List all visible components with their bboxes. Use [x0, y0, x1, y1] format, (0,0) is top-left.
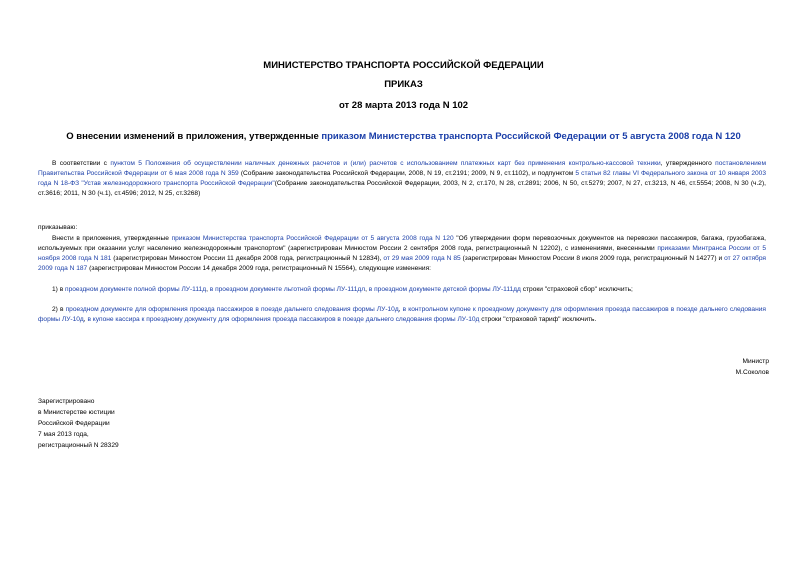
- para3-link-3[interactable]: от 29 мая 2009 года N 85: [383, 255, 461, 262]
- registration-line-2: в Министерстве юстиции: [38, 409, 115, 416]
- registration-line-1: Зарегистрировано: [38, 398, 95, 405]
- para4-text-4: строки "страховой сбор" исключить;: [520, 286, 633, 293]
- signature-name: М.Соколов: [735, 369, 769, 376]
- para3-link-1[interactable]: приказом Министерства транспорта Российской Федерации от 5 августа 2008 года N 120: [171, 235, 454, 242]
- para3-link-2[interactable]: приказами Минтранса России от 5 ноября 2008 года N 181: [38, 245, 766, 262]
- para4-link-3[interactable]: в проездном документе детской формы ЛУ-111дд: [368, 286, 521, 293]
- signature-block: [736, 356, 769, 378]
- document-title: [0, 131, 807, 142]
- para4-link-2[interactable]: в проездном документе льготной формы ЛУ-111дл: [209, 286, 366, 293]
- para1-text-2: , утвержденного: [660, 160, 716, 167]
- para3-text-5: (зарегистрирован Минюстом России 14 декабря 2009 года, регистрационный N 15564), следующие изменения:: [87, 265, 431, 272]
- title-link[interactable]: приказом Министерства транспорта Российской Федерации от 5 августа 2008 года N 120: [321, 131, 741, 142]
- paragraph-basis: [38, 159, 766, 199]
- registration-line-4: 7 мая 2013 года,: [38, 431, 89, 438]
- para5-text-4: строки "страховой тариф" исключить.: [479, 316, 597, 323]
- registration-block: [38, 396, 119, 451]
- para5-text-1: 2) в: [52, 306, 66, 313]
- para1-link-2[interactable]: постановлением Правительства Российской Федерации от 6 мая 2008 года N 359: [38, 160, 766, 177]
- paragraph-amendments: [38, 234, 766, 274]
- para1-text-3: (Собрание законодательства Российской Федерации, 2008, N 19, ст.2191; 2009, N 9, ст.1102), и подпунктом: [238, 170, 576, 177]
- para1-link-3[interactable]: 5 статьи 82 главы VI Федерального закона от 10 января 2003 года N 18-ФЗ "Устав железнодорожного транспорта Российской Федерации": [38, 170, 766, 187]
- para3-text-1: Внести в приложения, утвержденные: [52, 235, 172, 242]
- para4-link-1[interactable]: проездном документе полной формы ЛУ-111д: [65, 286, 207, 293]
- date-number-heading: от 28 марта 2013 года N 102: [338, 100, 469, 111]
- registration-line-5: регистрационный N 28329: [38, 442, 119, 449]
- para1-text-1: В соответствии с: [52, 160, 111, 167]
- para5-link-2[interactable]: в контрольном купоне к проездному документу для оформления проезда пассажиров в поезде дальнего следования формы ЛУ-10д: [38, 306, 766, 323]
- para4-text-3: ,: [365, 286, 369, 293]
- para3-text-4: (зарегистрирован Минюстом России 8 июля 2009 года, регистрационный N 14277) и: [460, 255, 725, 262]
- para3-link-4[interactable]: от 27 октября 2009 года N 187: [38, 255, 766, 272]
- title-text: О внесении изменений в приложения, утвержденные: [66, 131, 322, 142]
- para3-text-2: "Об утверждении форм перевозочных документов на перевозки пассажиров, багажа, грузобагажа, используемых при оказании услуг населению железнодорожным транспортом" (зарегистрирован Минюстом России 2 сентября 2008 года, регистрационный N 12202), с изменениями, внесенными: [38, 235, 766, 252]
- paragraph-order: приказываю:: [38, 224, 78, 231]
- para5-link-3[interactable]: в купоне кассира к проездному документу для оформления проезда пассажиров в поезде дальнего следования формы ЛУ-10д: [87, 316, 480, 323]
- signature-position: Министр: [742, 358, 769, 365]
- ministry-heading: МИНИСТЕРСТВО ТРАНСПОРТА РОССИЙСКОЙ ФЕДЕРАЦИИ: [263, 60, 544, 71]
- paragraph-item-2: [38, 305, 766, 325]
- para1-link-1[interactable]: пунктом 5 Положения об осуществлении наличных денежных расчетов и (или) расчетов с использованием платежных карт без применения контрольно-кассовой техники: [110, 160, 661, 167]
- para5-text-2: ,: [398, 306, 403, 313]
- para3-text-3: (зарегистрирован Минюстом России 11 декабря 2008 года, регистрационный N 12834),: [111, 255, 384, 262]
- doc-type-heading: ПРИКАЗ: [384, 79, 423, 90]
- para1-text-4: (Собрание законодательства Российской Федерации, 2003, N 2, ст.170, N 28, ст.2891; 2006, N 50, ст.5279; 2007, N 27, ст.3213, N 46, ст.5554; 2008, N 30 (ч.2), ст.3616; 2011, N 30 (ч.1), ст.4596; 2012, N 25, ст.3268): [38, 180, 766, 197]
- para5-text-3: ,: [83, 316, 88, 323]
- para5-link-1[interactable]: проездном документе для оформления проезда пассажиров в поезде дальнего следования формы ЛУ-10д: [65, 306, 399, 313]
- para4-text-2: ,: [206, 286, 210, 293]
- paragraph-item-1: [38, 285, 766, 295]
- para4-text-1: 1) в: [52, 286, 66, 293]
- registration-line-3: Российской Федерации: [38, 420, 110, 427]
